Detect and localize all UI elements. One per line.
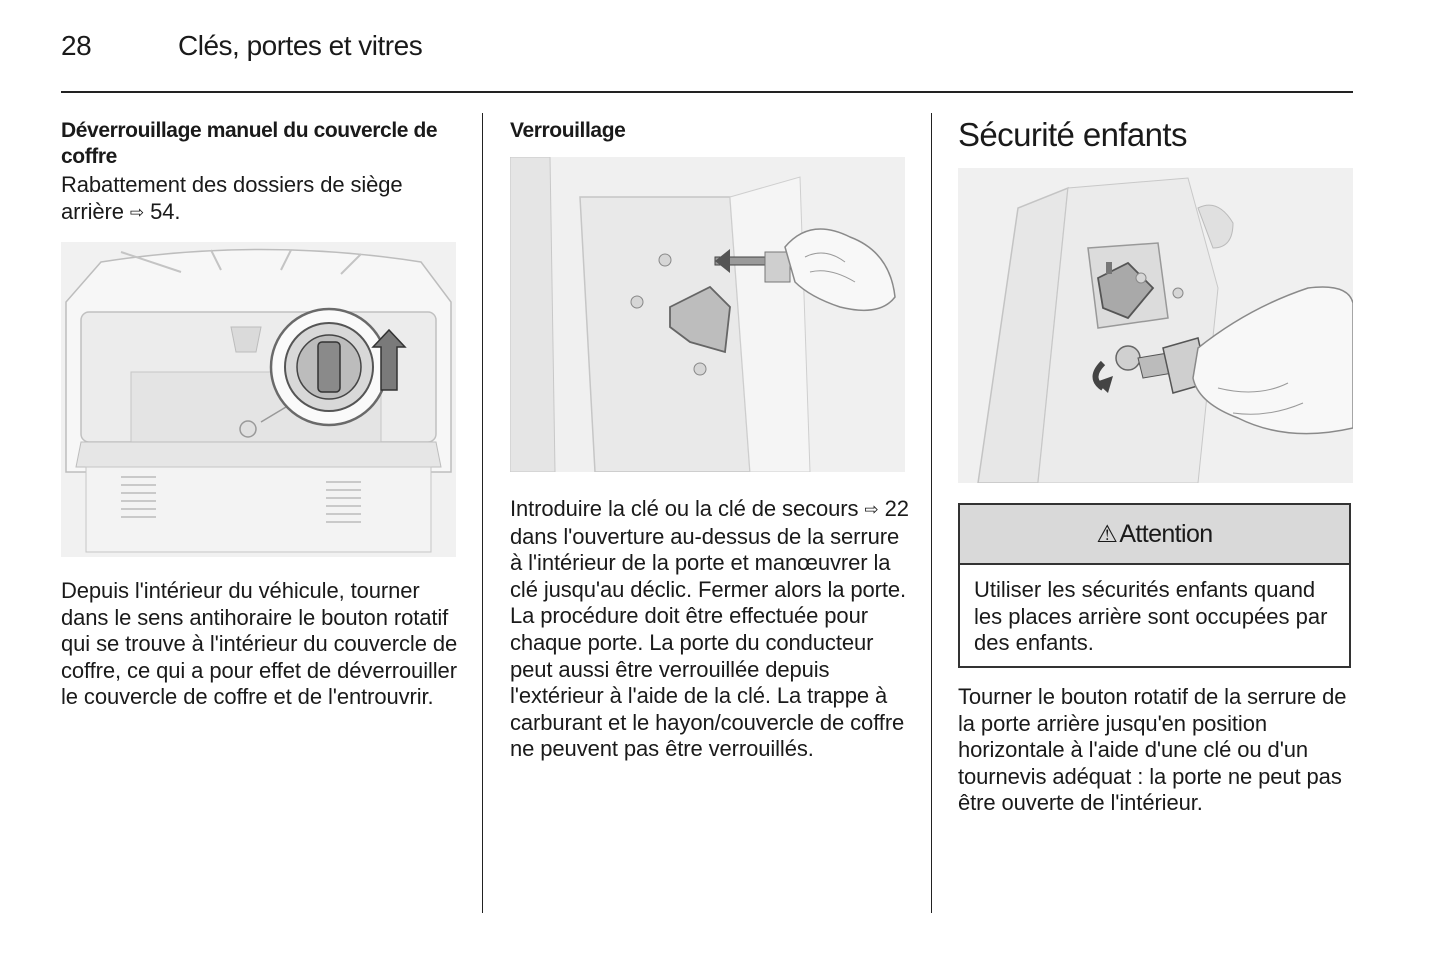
door-lock-key-illustration-icon bbox=[510, 157, 905, 472]
trunk-release-knob-illustration-icon bbox=[61, 242, 456, 557]
child-safety-figure bbox=[958, 168, 1353, 483]
page-title: Clés, portes et vitres bbox=[178, 30, 423, 61]
attention-text: Utiliser les sécurités enfants quand les places arrière sont occupées par des enfants. bbox=[974, 577, 1328, 656]
attention-box bbox=[958, 503, 1351, 668]
attention-label: Attention bbox=[1119, 519, 1213, 548]
reference-text: Rabattement des dossiers de siège arrière bbox=[61, 172, 403, 224]
trunk-release-figure bbox=[61, 242, 456, 557]
page-reference-icon: ⇨ bbox=[864, 500, 879, 519]
page-number: 28 bbox=[61, 30, 92, 61]
seat-fold-reference bbox=[61, 172, 461, 226]
column-divider-1 bbox=[482, 113, 483, 913]
column-trunk-release bbox=[61, 118, 461, 226]
attention-header bbox=[960, 505, 1349, 565]
warning-triangle-icon: ⚠ bbox=[1096, 520, 1118, 548]
door-lock-figure bbox=[510, 157, 905, 472]
section-heading-child-safety: Sécurité enfants bbox=[958, 116, 1187, 153]
section-heading-trunk-release: Déverrouillage manuel du couvercle de coffre bbox=[61, 119, 438, 168]
locking-instructions bbox=[510, 496, 910, 763]
reference-page[interactable]: 54. bbox=[150, 198, 181, 224]
locking-text-body: 22 dans l'ouverture au-dessus de la serrure à l'intérieur de la porte et manœuvrer la clé jusqu'au déclic. Fermer alors la porte. La procédure doit être effectuée pour chaque porte. La porte du conducteur peut aussi être verrouillée depuis l'extérieur à l'aide de la clé. La trappe à carburant et le hayon/couvercle de coffre ne peuvent pas être verrouillés. bbox=[510, 496, 909, 762]
section-heading-locking: Verrouillage bbox=[510, 119, 626, 142]
locking-text-prefix: Introduire la clé ou la clé de secours bbox=[510, 496, 859, 521]
trunk-release-instructions: Depuis l'intérieur du véhicule, tourner dans le sens antihoraire le bouton rotatif qui se trouve à l'intérieur du couvercle de coffre, ce qui a pour effet de déverrouiller le couvercle de coffre et de l'entrouvrir. bbox=[61, 578, 458, 710]
child-safety-instructions: Tourner le bouton rotatif de la serrure de la porte arrière jusqu'en position horizontale à l'aide d'une clé ou d'un tournevis adéquat : la porte ne peut pas être ouverte de l'intérieur. bbox=[958, 684, 1347, 816]
page-reference-icon: ⇨ bbox=[129, 202, 145, 222]
header-rule bbox=[61, 91, 1353, 93]
child-safety-lock-illustration-icon bbox=[958, 168, 1353, 483]
column-divider-2 bbox=[931, 113, 932, 913]
